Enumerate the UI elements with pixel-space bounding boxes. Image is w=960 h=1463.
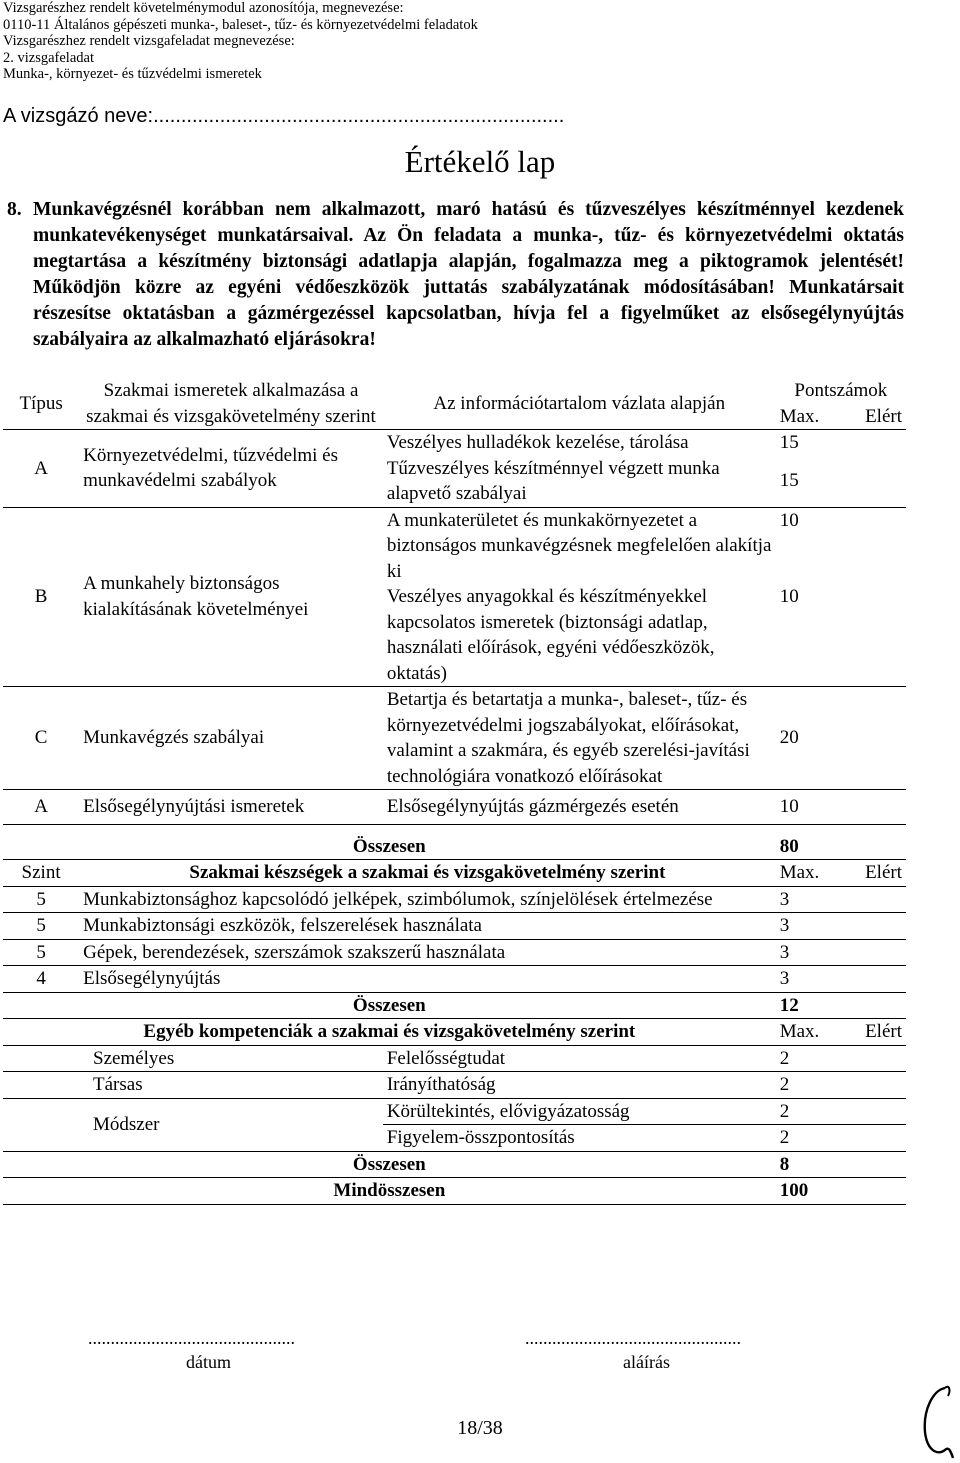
row-achieved — [842, 687, 906, 790]
col-achieved-header: Elért — [865, 405, 902, 427]
table-row — [3, 507, 906, 584]
subtotal-value: 8 — [779, 1153, 790, 1175]
subtotal-row — [3, 992, 906, 1019]
subtotal-value: 12 — [779, 994, 799, 1016]
row-item: Elsősegélynyújtás gázmérgezés esetén — [386, 796, 679, 818]
signature-label: aláírás — [623, 1352, 670, 1372]
task-description — [7, 197, 904, 353]
row-topic: A munkahely biztonságos kialakításának követelményei — [83, 573, 309, 620]
signature-mark — [915, 1380, 957, 1460]
table-row — [3, 430, 906, 456]
evaluation-table — [3, 378, 906, 1205]
row-item: Tűzveszélyes készítménnyel végzett munka alapvető szabályai — [386, 457, 720, 504]
row-max: 15 — [779, 470, 799, 492]
subtotal-label: Összesen — [352, 994, 426, 1016]
competency-max-header: Max. — [779, 1021, 820, 1042]
subtotal-label: Összesen — [352, 1153, 426, 1175]
row-item: Veszélyes hulladékok kezelése, tárolása — [386, 432, 689, 453]
row-item: A munkaterületet és munkakörnyezetet a biztonságos munkavégzésnek megfelelően alakítja ki — [386, 509, 772, 582]
table-row — [3, 1098, 906, 1125]
skill-text: Elsősegélynyújtás — [83, 968, 221, 989]
row-max: 10 — [779, 796, 799, 818]
row-topic: Elsősegélynyújtási ismeretek — [83, 796, 305, 818]
skills-header: Szakmai készségek a szakmai és vizsgakövetelmény szerint — [189, 862, 666, 883]
col-max-header: Max. — [779, 405, 820, 427]
row-achieved — [842, 790, 906, 825]
date-line: .............................................. — [88, 1328, 295, 1348]
competency-max: 2 — [779, 1100, 790, 1122]
col-content-header: Az információtartalom vázlata alapján — [433, 392, 726, 414]
table-row — [3, 1072, 906, 1099]
skill-max: 3 — [779, 915, 790, 936]
row-type: A — [34, 796, 48, 818]
table-row — [3, 886, 906, 913]
row-item: Betartja és betartatja a munka-, baleset-, tűz- és környezetvédelmi jogszabályokat, előírásokat, valamint a szakmára, és egyéb szerelési-javítási technológiára vonatkozó előírásokat — [386, 689, 750, 787]
row-achieved — [842, 456, 906, 508]
skill-text: Gépek, berendezések, szerszámok szakszerű használata — [83, 941, 506, 963]
skill-max: 3 — [779, 888, 790, 910]
subtotal-label: Összesen — [352, 835, 426, 857]
col-type-header: Típus — [19, 392, 63, 414]
competency-max: 2 — [779, 1074, 790, 1095]
skills-max-header: Max. — [779, 862, 820, 883]
row-achieved — [842, 430, 906, 456]
skill-text: Munkabiztonsághoz kapcsolódó jelképek, szimbólumok, színjelölések értelmezése — [83, 888, 713, 910]
row-max: 20 — [779, 727, 799, 749]
subtotal-value: 80 — [779, 835, 799, 857]
competency-text: Körültekintés, elővigyázatosság — [386, 1100, 630, 1122]
header-line: 0110-11 Általános gépészeti munka-, baleset-, tűz- és környezetvédelmi feladatok — [3, 16, 478, 33]
page-number: 18/38 — [457, 1417, 503, 1439]
competency-header: Egyéb kompetenciák a szakmai és vizsgakövetelmény szerint — [143, 1021, 636, 1042]
col-points-header: Pontszámok — [794, 380, 888, 401]
competency-achieved-header: Elért — [865, 1021, 902, 1042]
skill-text: Munkabiztonsági eszközök, felszerelések használata — [83, 915, 482, 936]
competency-header-row — [3, 1019, 906, 1046]
row-type: C — [34, 727, 48, 749]
grand-total-label: Mindösszesen — [333, 1180, 446, 1201]
examinee-name-field: A vizsgázó neve:.......................................................................... — [3, 105, 565, 127]
date-label: dátum — [186, 1352, 231, 1372]
row-max: 10 — [779, 509, 799, 531]
row-achieved — [842, 584, 906, 687]
row-item: Veszélyes anyagokkal és készítményekkel kapcsolatos ismeretek (biztonsági adatlap, használati előírások, egyéni védőeszközök, oktatás) — [386, 586, 715, 684]
row-topic: Környezetvédelmi, tűzvédelmi és munkavédelmi szabályok — [83, 444, 338, 492]
skills-header-row — [3, 860, 906, 887]
header-line: Vizsgarészhez rendelt vizsgafeladat megnevezése: — [3, 33, 295, 50]
skills-achieved-header: Elért — [865, 862, 902, 883]
competency-text: Felelősségtudat — [386, 1047, 506, 1069]
competency-text: Irányíthatóság — [386, 1074, 496, 1095]
signature-line: ................................................ — [525, 1328, 741, 1348]
header-line: Munka-, környezet- és tűzvédelmi ismeretek — [3, 66, 262, 83]
skill-level: 5 — [36, 941, 46, 963]
row-topic: Munkavégzés szabályai — [83, 727, 265, 749]
document-header — [3, 0, 478, 83]
table-row — [3, 939, 906, 966]
subtotal-row — [3, 825, 906, 860]
skill-level: 4 — [36, 968, 46, 989]
competency-max: 2 — [779, 1047, 790, 1069]
task-number: 8. — [7, 199, 22, 220]
table-row — [3, 966, 906, 993]
competency-text: Figyelem-összpontosítás — [386, 1127, 575, 1148]
skill-level: 5 — [36, 915, 46, 936]
competency-category: Személyes — [93, 1047, 175, 1069]
table-row — [3, 913, 906, 940]
grand-total-value: 100 — [779, 1180, 809, 1201]
skills-level-header: Szint — [21, 862, 61, 883]
row-max: 10 — [779, 586, 799, 607]
competency-max: 2 — [779, 1127, 790, 1148]
page-title: Értékelő lap — [404, 144, 556, 179]
col-knowledge-header: Szakmai ismeretek alkalmazása a szakmai és vizsgakövetelmény szerint — [86, 380, 376, 427]
grand-total-row — [3, 1178, 906, 1205]
table-row — [3, 687, 906, 790]
table-row — [3, 1045, 906, 1072]
subtotal-row — [3, 1151, 906, 1178]
row-achieved — [842, 507, 906, 584]
competency-category: Módszer — [93, 1113, 160, 1135]
row-type: A — [34, 457, 48, 479]
competency-category: Társas — [93, 1074, 143, 1095]
header-line: Vizsgarészhez rendelt követelménymodul azonosítója, megnevezése: — [3, 0, 404, 16]
skill-level: 5 — [36, 888, 46, 910]
header-line: 2. vizsgafeladat — [3, 49, 94, 66]
row-type: B — [34, 586, 48, 607]
skill-max: 3 — [779, 968, 790, 989]
skill-max: 3 — [779, 941, 790, 963]
row-max: 15 — [779, 432, 799, 453]
table-row — [3, 790, 906, 825]
task-text: Munkavégzésnél korábban nem alkalmazott, maró hatású és tűzveszélyes készítménnyel kezdenek munkatevékenységet munkatársaival. Az Ön feladata a munka-, tűz- és környezetvédelmi oktatás megtartása a készítmény biztonsági adatlapja alapján, fogalmazza meg a piktogramok jelentését! Működjön közre az egyéni védőeszközök juttatás szabályzatának módosításában! Munkatársait részesítse oktatásban a gázmérgezéssel kapcsolatban, hívja fel a figyelműket az elsősegélynyújtás szabályaira az alkalmazható eljárásokra! — [33, 199, 904, 350]
